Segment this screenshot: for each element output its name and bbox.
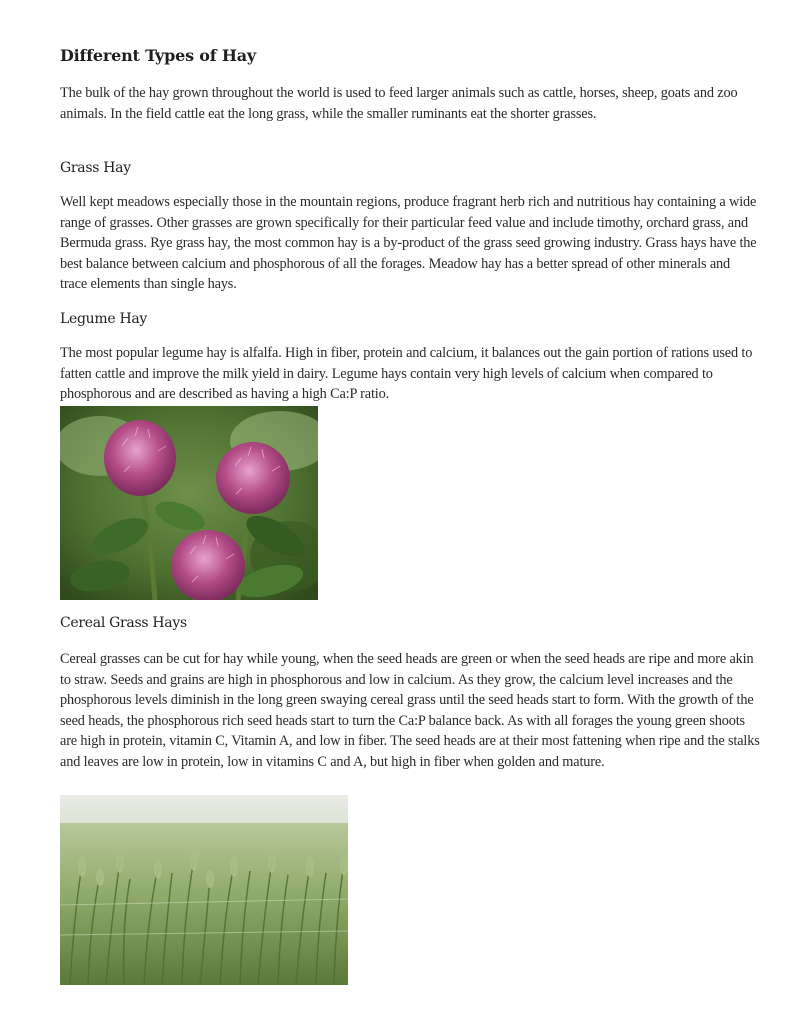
section-heading-legume-hay: Legume Hay	[60, 311, 148, 327]
intro-paragraph: The bulk of the hay grown throughout the world is used to feed larger animals such as cattle, horses, sheep, goats and zoo animals. In the field cattle eat the long grass, while the smaller ruminants eat the shorter grasses.	[60, 85, 738, 122]
section-body-cereal-grass-hays: Cereal grasses can be cut for hay while young, when the seed heads are green or when the seed heads are ripe and more akin to straw. Seeds and grains are high in phosphorous and low in calcium. As they grow, the calcium level increases and the phosphorous levels diminish in the long green swaying cereal grass until the seed heads start to form. With the growth of the seed heads, the phosphorous rich seed heads start to turn the Ca:P balance back. As with all forages the young green shoots are high in protein, vitamin C, Vitamin A, and low in fiber. The seed heads are at their most fattening when ripe and the stalks and leaves are low in protein, low in vitamins C and A, but high in fiber when golden and mature.	[60, 651, 760, 770]
section-heading-grass-hay: Grass Hay	[60, 160, 131, 176]
grass-field-photo	[60, 795, 348, 985]
section-body-grass-hay: Well kept meadows especially those in the mountain regions, produce fragrant herb rich and nutritious hay containing a wide range of grasses. Other grasses are grown specifically for their particular feed value and include timothy, orchard grass, and Bermuda grass. Rye grass hay, the most common hay is a by-product of the grass seed growing industry. Grass hays have the best balance between calcium and phosphorous of all the forages. Meadow hay has a better spread of other minerals and trace elements than single hays.	[60, 194, 757, 293]
page-title: Different Types of Hay	[60, 46, 256, 65]
section-body-legume-hay: The most popular legume hay is alfalfa. High in fiber, protein and calcium, it balances out the gain portion of rations used to fatten cattle and improve the milk yield in dairy. Legume hays contain very high levels of calcium when compared to phosphorous and are described as having a high Ca:P ratio.	[60, 345, 753, 403]
section-heading-cereal-grass-hays: Cereal Grass Hays	[60, 615, 187, 631]
clover-photo	[60, 406, 318, 600]
